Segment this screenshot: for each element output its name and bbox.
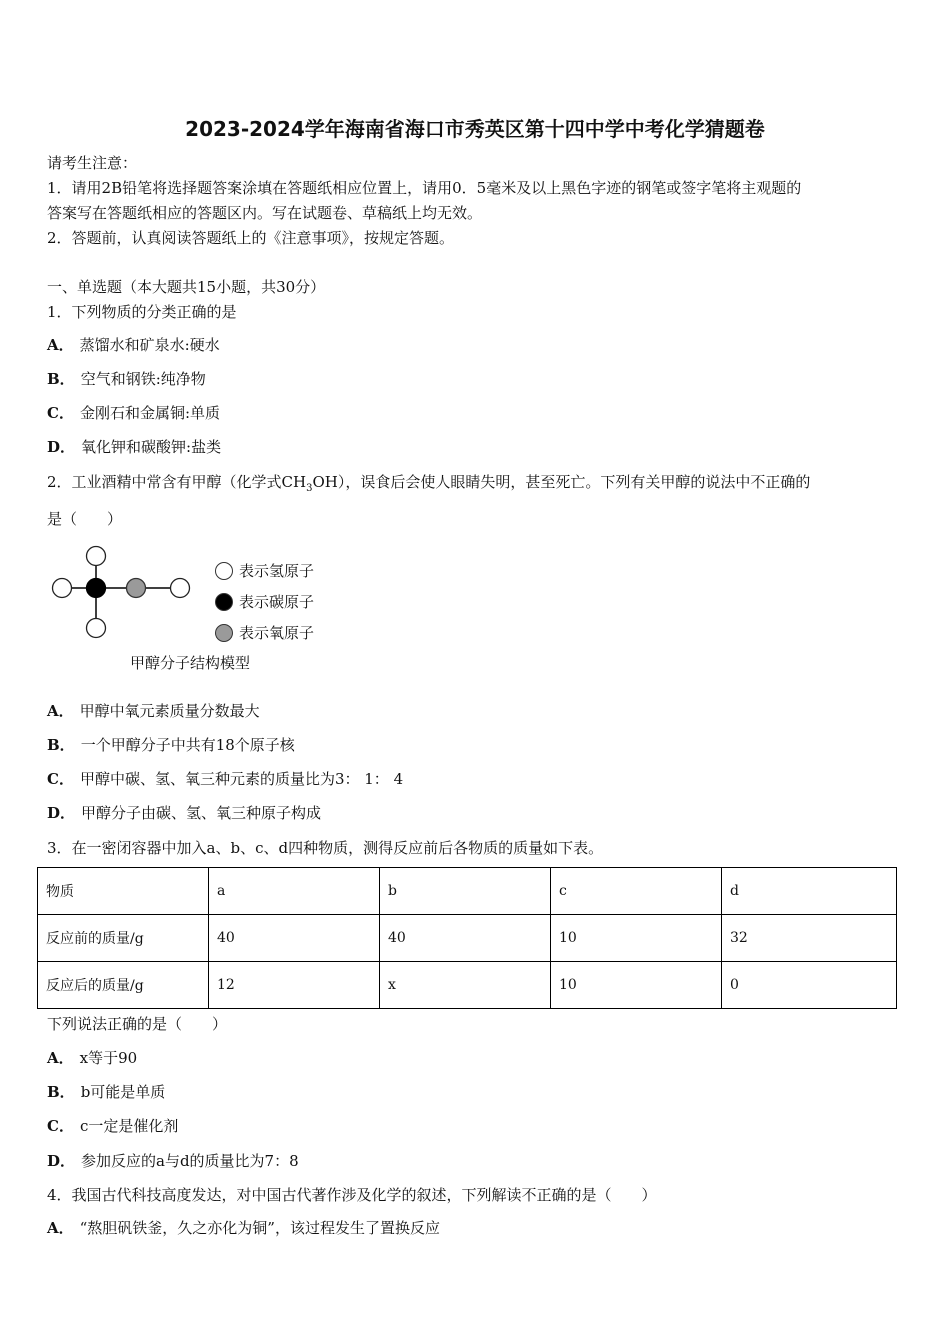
model-caption: 甲醇分子结构模型 — [130, 654, 251, 672]
notice-line-1: 1．请用2B铅笔将选择题答案涂填在答题纸相应位置上，请用0．5毫米及以上黑色字迹的钢笔或签字笔将主观题的 — [47, 179, 802, 197]
q2-option-b: B． 一个甲醇分子中共有18个原子核 — [47, 736, 295, 754]
q1-option-b: B． 空气和钢铁:纯净物 — [47, 370, 206, 388]
table-cell: 反应前的质量/g — [38, 915, 209, 962]
table-cell: 0 — [722, 962, 897, 1009]
table-cell: 12 — [209, 962, 380, 1009]
q3-option-b: B． b可能是单质 — [47, 1083, 166, 1101]
table-row — [38, 962, 897, 1009]
oxygen-legend-icon — [215, 624, 233, 642]
q1-option-d: D． 氧化钾和碳酸钾:盐类 — [47, 438, 222, 456]
table-cell: 10 — [551, 915, 722, 962]
q1-option-c: C． 金刚石和金属铜:单质 — [47, 404, 221, 422]
q3-option-c: C． c一定是催化剂 — [47, 1117, 179, 1135]
notice-line-2: 2．答题前，认真阅读答题纸上的《注意事项》，按规定答题。 — [47, 229, 455, 247]
q3-prompt: 下列说法正确的是（ ） — [47, 1015, 228, 1033]
q4-option-a: A． “熬胆矾铁釜，久之亦化为铜”，该过程发生了置换反应 — [47, 1219, 440, 1237]
table-row — [38, 915, 897, 962]
page-title: 2023-2024学年海南省海口市秀英区第十四中学中考化学猜题卷 — [185, 117, 765, 141]
hydrogen-atom — [171, 579, 190, 598]
table-cell: b — [380, 868, 551, 915]
q1-stem: 1．下列物质的分类正确的是 — [47, 303, 237, 321]
hydrogen-atom — [87, 619, 106, 638]
oxygen-atom — [127, 579, 146, 598]
table-cell: 反应后的质量/g — [38, 962, 209, 1009]
methanol-molecule-model — [45, 540, 205, 645]
table-cell: 物质 — [38, 868, 209, 915]
q1-option-a: A． 蒸馏水和矿泉水:硬水 — [47, 336, 220, 354]
q3-option-a: A． x等于90 — [47, 1049, 138, 1067]
carbon-atom — [87, 579, 106, 598]
table-cell: 40 — [380, 915, 551, 962]
q3-stem: 3．在一密闭容器中加入a、b、c、d四种物质，测得反应前后各物质的质量如下表。 — [47, 839, 604, 857]
table-cell: 10 — [551, 962, 722, 1009]
hydrogen-atom — [53, 579, 72, 598]
legend-carbon: 表示碳原子 — [215, 591, 314, 612]
legend-oxygen: 表示氧原子 — [215, 622, 314, 643]
q2-option-a: A． 甲醇中氧元素质量分数最大 — [47, 702, 260, 720]
q2-option-d: D． 甲醇分子由碳、氢、氧三种原子构成 — [47, 804, 322, 822]
q3-option-d: D． 参加反应的a与d的质量比为7：8 — [47, 1152, 299, 1170]
hydrogen-legend-icon — [215, 562, 233, 580]
mass-table — [37, 867, 897, 1009]
legend-hydrogen: 表示氢原子 — [215, 560, 314, 581]
table-row — [38, 868, 897, 915]
table-cell: d — [722, 868, 897, 915]
table-cell: a — [209, 868, 380, 915]
section-heading: 一、单选题（本大题共15小题，共30分） — [47, 278, 326, 296]
table-cell: 32 — [722, 915, 897, 962]
notice-line-1b: 答案写在答题纸相应的答题区内。写在试题卷、草稿纸上均无效。 — [47, 204, 483, 222]
notice-heading: 请考生注意： — [47, 154, 138, 172]
table-cell: x — [380, 962, 551, 1009]
q2-stem-tail: 是（ ） — [47, 510, 123, 528]
table-cell: c — [551, 868, 722, 915]
q4-stem: 4．我国古代科技高度发达，对中国古代著作涉及化学的叙述，下列解读不正确的是（ ） — [47, 1186, 657, 1204]
q2-option-c: C． 甲醇中碳、氢、氧三种元素的质量比为3： 1： 4 — [47, 770, 404, 788]
q2-stem: 2．工业酒精中常含有甲醇（化学式$CH_3OH$），误食后会使人眼睛失明，甚至死亡。下列有关甲醇的说法中不正确的 — [47, 473, 811, 494]
table-cell: 40 — [209, 915, 380, 962]
hydrogen-atom — [87, 547, 106, 566]
carbon-legend-icon — [215, 593, 233, 611]
